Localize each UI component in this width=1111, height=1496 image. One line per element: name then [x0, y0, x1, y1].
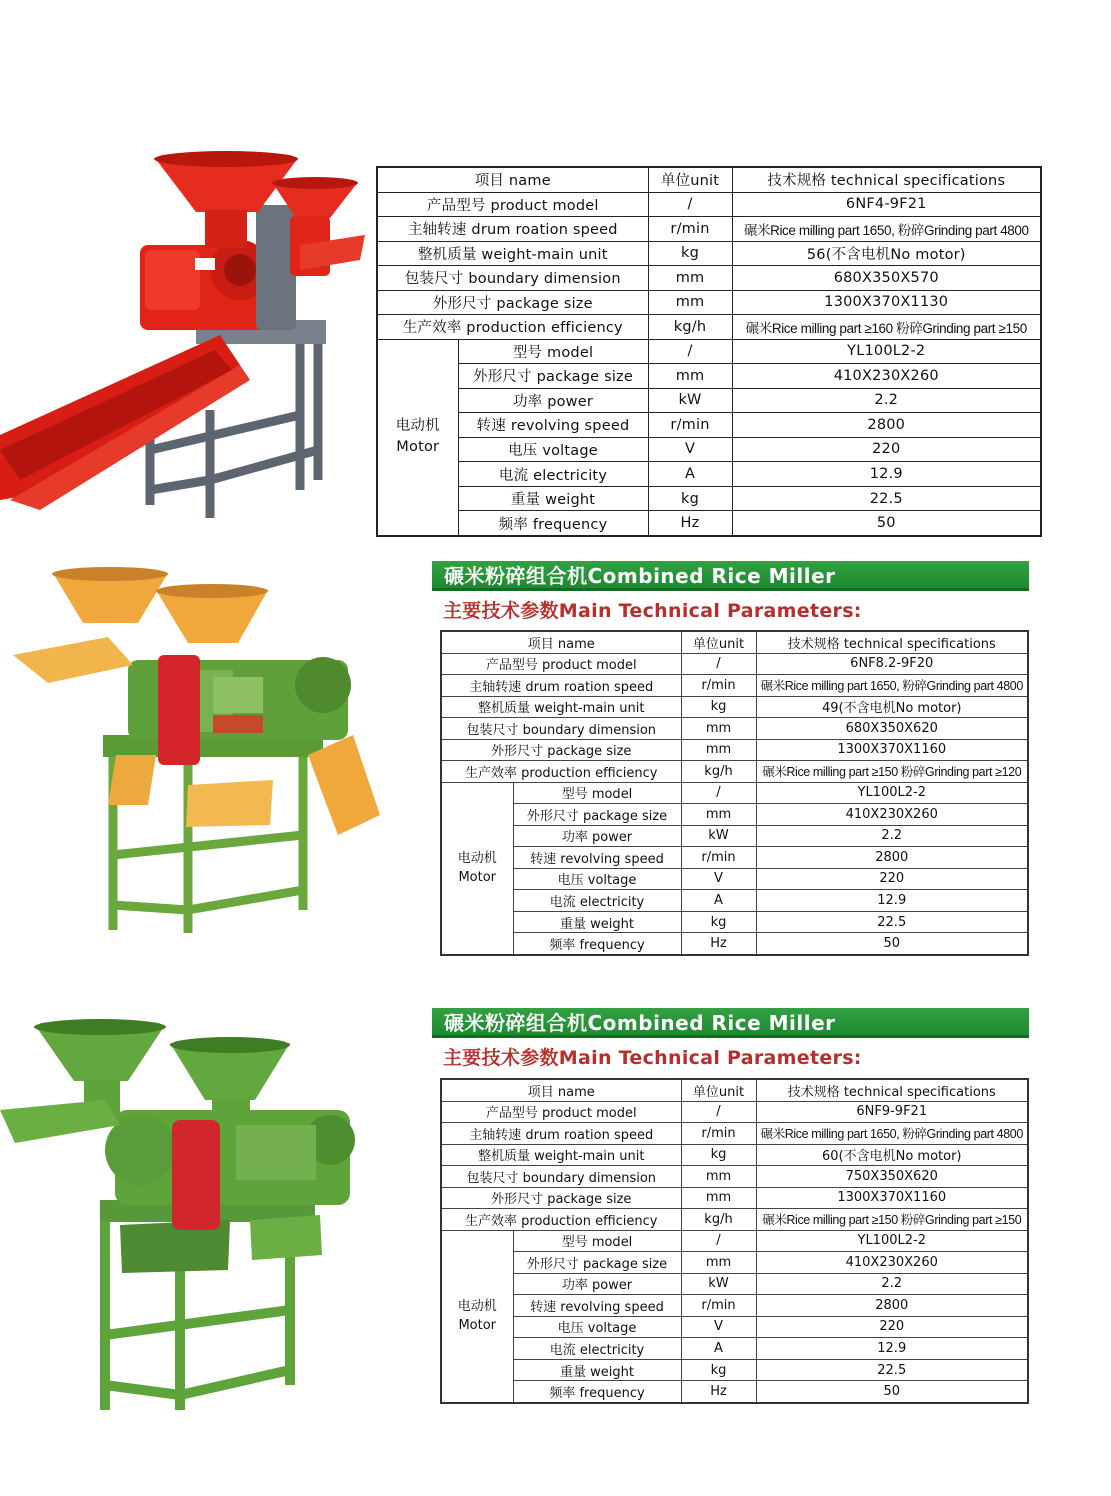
- table-row: 外形尺寸 package size mm 410X230X260: [377, 364, 1041, 389]
- table-header-row: [441, 1079, 1028, 1101]
- header-unit: 单位unit: [681, 1079, 756, 1101]
- header-name: 项目 name: [441, 631, 681, 653]
- table-row: 产品型号 product model / 6NF9-9F21: [441, 1101, 1028, 1123]
- header-unit: 单位unit: [648, 167, 732, 192]
- table-row: 电流 electricity A 12.9: [441, 890, 1028, 912]
- table-row: 外形尺寸 package size mm 410X230X260: [441, 804, 1028, 826]
- table-row: 电动机 Motor 型号 model / YL100L2-2: [441, 1230, 1028, 1252]
- table-row: 重量 weight kg 22.5: [377, 486, 1041, 511]
- table-row: 频率 frequency Hz 50: [441, 933, 1028, 955]
- motor-label: 电动机 Motor: [377, 339, 458, 536]
- table-row: 生产效率 production efficiency kg/h 碾米Rice milling part ≥150 粉碎Grinding part ≥150: [441, 1209, 1028, 1231]
- section-subtitle: 主要技术参数Main Technical Parameters:: [443, 1047, 862, 1069]
- spec-table-6nf9: [440, 1078, 1029, 1404]
- table-header-row: [377, 167, 1041, 192]
- section-banner: 碾米粉碎组合机Combined Rice Miller: [432, 561, 1029, 591]
- table-row: 整机质量 weight-main unit kg 49(不含电机No motor): [441, 696, 1028, 718]
- table-row: 生产效率 production efficiency kg/h 碾米Rice milling part ≥150 粉碎Grinding part ≥120: [441, 761, 1028, 783]
- table-row: 包装尺寸 boundary dimension mm 680X350X620: [441, 718, 1028, 740]
- table-row: 电动机 Motor 型号 model / YL100L2-2: [441, 782, 1028, 804]
- spec-table-6nf4: [376, 166, 1042, 537]
- header-spec: 技术规格 technical specifications: [756, 631, 1028, 653]
- table-row: 功率 power kW 2.2: [377, 388, 1041, 413]
- table-row: 外形尺寸 package size mm 1300X370X1130: [377, 290, 1041, 315]
- table-row: 电流 electricity A 12.9: [377, 462, 1041, 487]
- table-row: 包装尺寸 boundary dimension mm 680X350X570: [377, 266, 1041, 291]
- table-row: 功率 power kW 2.2: [441, 1273, 1028, 1295]
- table-row: 电压 voltage V 220: [377, 437, 1041, 462]
- motor-label: 电动机 Motor: [441, 1230, 513, 1403]
- motor-label: 电动机 Motor: [441, 782, 513, 955]
- section-banner: 碾米粉碎组合机Combined Rice Miller: [432, 1008, 1029, 1038]
- table-row: 外形尺寸 package size mm 1300X370X1160: [441, 1187, 1028, 1209]
- machine-photo-red: [0, 150, 372, 522]
- table-header-row: [441, 631, 1028, 653]
- table-row: 电压 voltage V 220: [441, 868, 1028, 890]
- machine-photo-green: [0, 1015, 372, 1415]
- table-row: 转速 revolving speed r/min 2800: [441, 847, 1028, 869]
- header-name: 项目 name: [441, 1079, 681, 1101]
- table-row: 转速 revolving speed r/min 2800: [441, 1295, 1028, 1317]
- table-row: 重量 weight kg 22.5: [441, 1359, 1028, 1381]
- table-row: 电流 electricity A 12.9: [441, 1338, 1028, 1360]
- table-row: 产品型号 product model / 6NF4-9F21: [377, 192, 1041, 217]
- header-unit: 单位unit: [681, 631, 756, 653]
- header-name: 项目 name: [377, 167, 648, 192]
- table-row: 外形尺寸 package size mm 410X230X260: [441, 1252, 1028, 1274]
- table-row: 重量 weight kg 22.5: [441, 911, 1028, 933]
- header-spec: 技术规格 technical specifications: [732, 167, 1041, 192]
- machine-photo-green-yellow: [8, 565, 380, 940]
- section-subtitle: 主要技术参数Main Technical Parameters:: [443, 600, 862, 622]
- header-spec: 技术规格 technical specifications: [756, 1079, 1028, 1101]
- table-row: 电动机 Motor 型号 model / YL100L2-2: [377, 339, 1041, 364]
- table-row: 主轴转速 drum roation speed r/min 碾米Rice milling part 1650, 粉碎Grinding part 4800: [441, 1123, 1028, 1145]
- table-row: 整机质量 weight-main unit kg 60(不含电机No motor): [441, 1144, 1028, 1166]
- table-row: 频率 frequency Hz 50: [377, 511, 1041, 536]
- spec-table-6nf82: [440, 630, 1029, 956]
- table-row: 生产效率 production efficiency kg/h 碾米Rice milling part ≥160 粉碎Grinding part ≥150: [377, 315, 1041, 340]
- table-row: 包装尺寸 boundary dimension mm 750X350X620: [441, 1166, 1028, 1188]
- table-row: 产品型号 product model / 6NF8.2-9F20: [441, 653, 1028, 675]
- table-row: 频率 frequency Hz 50: [441, 1381, 1028, 1403]
- table-row: 主轴转速 drum roation speed r/min 碾米Rice milling part 1650, 粉碎Grinding part 4800: [377, 217, 1041, 242]
- table-row: 转速 revolving speed r/min 2800: [377, 413, 1041, 438]
- table-row: 外形尺寸 package size mm 1300X370X1160: [441, 739, 1028, 761]
- table-row: 整机质量 weight-main unit kg 56(不含电机No motor): [377, 241, 1041, 266]
- table-row: 主轴转速 drum roation speed r/min 碾米Rice milling part 1650, 粉碎Grinding part 4800: [441, 675, 1028, 697]
- table-row: 功率 power kW 2.2: [441, 825, 1028, 847]
- table-row: 电压 voltage V 220: [441, 1316, 1028, 1338]
